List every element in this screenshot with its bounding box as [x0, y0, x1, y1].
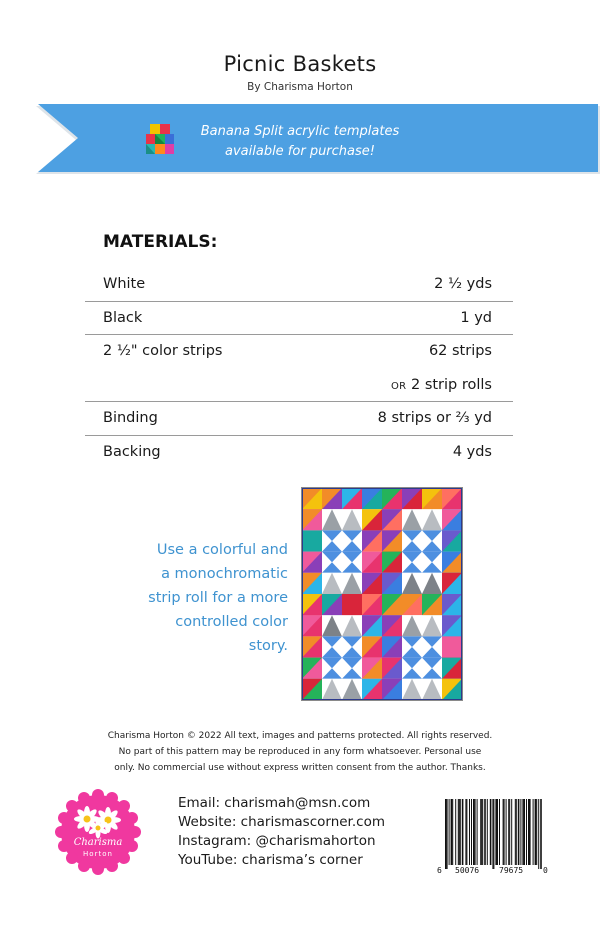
materials-heading: MATERIALS:: [103, 232, 218, 252]
note-line: story.: [248, 638, 288, 654]
barcode-bar: [511, 799, 512, 865]
barcode-bar: [445, 799, 447, 869]
barcode-bar: [477, 799, 478, 865]
banana-split-logo-icon: [146, 124, 174, 158]
barcode-bar: [528, 799, 529, 865]
pattern-title: Picnic Baskets: [223, 52, 377, 76]
materials-row-white: [85, 268, 513, 302]
barcode-bar: [451, 799, 453, 865]
note-line: a monochromatic: [161, 566, 288, 582]
barcode-bar: [481, 799, 482, 865]
barcode-bar: [493, 799, 494, 869]
barcode-bar: [460, 799, 461, 865]
materials-row-black: [85, 302, 513, 336]
note-line: Use a colorful and: [156, 542, 288, 558]
material-qty: 4 yds: [452, 443, 492, 460]
barcode-bar: [458, 799, 459, 865]
material-item: 2 ½" color strips: [103, 343, 223, 359]
barcode-bar: [523, 799, 525, 865]
copyright-line: Charisma Horton © 2022 All text, images and patterns protected. All rights reserved.: [107, 731, 493, 741]
barcode-bar: [515, 799, 516, 865]
materials-row-strip-rolls: [85, 369, 513, 403]
material-qty: 2 strip rolls: [406, 376, 492, 393]
barcode-bar: [516, 799, 517, 865]
or-prefix: OR: [390, 380, 407, 392]
materials-row-backing: [85, 436, 513, 470]
material-qty: 8 strips or ⅔ yd: [377, 410, 492, 426]
barcode-bar: [504, 799, 505, 865]
material-qty-alternative: [391, 377, 492, 393]
barcode-bar: [475, 799, 476, 865]
materials-row-binding: [85, 402, 513, 436]
barcode-bar: [497, 799, 498, 865]
barcode-bar: [499, 799, 500, 865]
barcode-bar: [473, 799, 475, 865]
material-item: Backing: [103, 443, 161, 460]
barcode-bar: [538, 799, 539, 869]
barcode-bar: [455, 799, 456, 865]
banner-message: [175, 122, 425, 162]
barcode-bar: [492, 799, 493, 869]
barcode-bar: [495, 799, 497, 865]
copyright-notice: [0, 728, 600, 776]
barcode-bar: [533, 799, 534, 865]
barcode-bar: [535, 799, 537, 865]
contact-info: [178, 794, 385, 870]
barcode-bar: [536, 799, 537, 865]
barcode-bar: [484, 799, 486, 865]
barcode-bar: [490, 799, 492, 865]
barcode-bar: [520, 799, 521, 865]
barcode-bar: [540, 799, 542, 869]
barcode-bar: [449, 799, 450, 865]
barcode-bar: [506, 799, 507, 865]
upc-barcode: [437, 799, 549, 879]
instagram-line: Instagram: @charismahorton: [178, 833, 376, 849]
barcode-bar: [480, 799, 481, 865]
note-line: controlled color: [175, 614, 288, 630]
barcode-bar: [482, 799, 483, 865]
barcode-digit-group: 50076: [455, 866, 480, 875]
copyright-line: No part of this pattern may be reproduced in any form whatsoever. Personal use: [118, 747, 482, 757]
barcode-bar: [447, 799, 448, 869]
barcode-bar: [503, 799, 504, 865]
barcode-bar: [509, 799, 510, 865]
barcode-bar: [529, 799, 531, 865]
barcode-bar: [518, 799, 520, 865]
barcode-bar: [466, 799, 467, 865]
barcode-bar: [526, 799, 527, 865]
email-line: Email: charismah@msn.com: [178, 795, 371, 811]
charisma-horton-logo: [55, 789, 141, 875]
material-item: Binding: [103, 410, 158, 426]
barcode-bar: [487, 799, 488, 865]
material-item: Black: [103, 309, 143, 326]
barcode-bar: [522, 799, 523, 865]
youtube-line: YouTube: charisma’s corner: [178, 852, 363, 868]
barcode-bar: [471, 799, 472, 865]
logo-name: Charisma: [73, 837, 123, 848]
barcode-digit-lead: 6: [437, 866, 442, 875]
barcode-bar: [452, 799, 453, 865]
material-qty: 1 yd: [460, 309, 492, 326]
material-qty: 2 ½ yds: [434, 276, 492, 292]
banner-line-2: available for purchase!: [225, 144, 375, 159]
barcode-bar: [462, 799, 464, 865]
material-qty: 62 strips: [428, 343, 492, 359]
barcode-bar: [465, 799, 466, 865]
author-byline: By Charisma Horton: [247, 81, 353, 93]
barcode-bar: [459, 799, 460, 865]
website-line: Website: charismascorner.com: [178, 814, 385, 830]
color-tip-note: [120, 538, 288, 658]
logo-surname: Horton: [83, 850, 113, 858]
barcode-bar: [508, 799, 509, 865]
copyright-line: only. No commercial use without express written consent from the author. Thanks.: [114, 763, 486, 773]
note-line: strip roll for a more: [148, 590, 288, 606]
quilt-preview-image: [301, 487, 463, 701]
barcode-digit-group: 79675: [499, 866, 524, 875]
materials-table: [85, 268, 513, 469]
banner-line-1: Banana Split acrylic templates: [200, 124, 400, 139]
materials-row-color-strips: [85, 335, 513, 369]
barcode-digit-check: 0: [543, 866, 548, 875]
material-item: White: [103, 276, 146, 292]
barcode-bar: [469, 799, 470, 865]
